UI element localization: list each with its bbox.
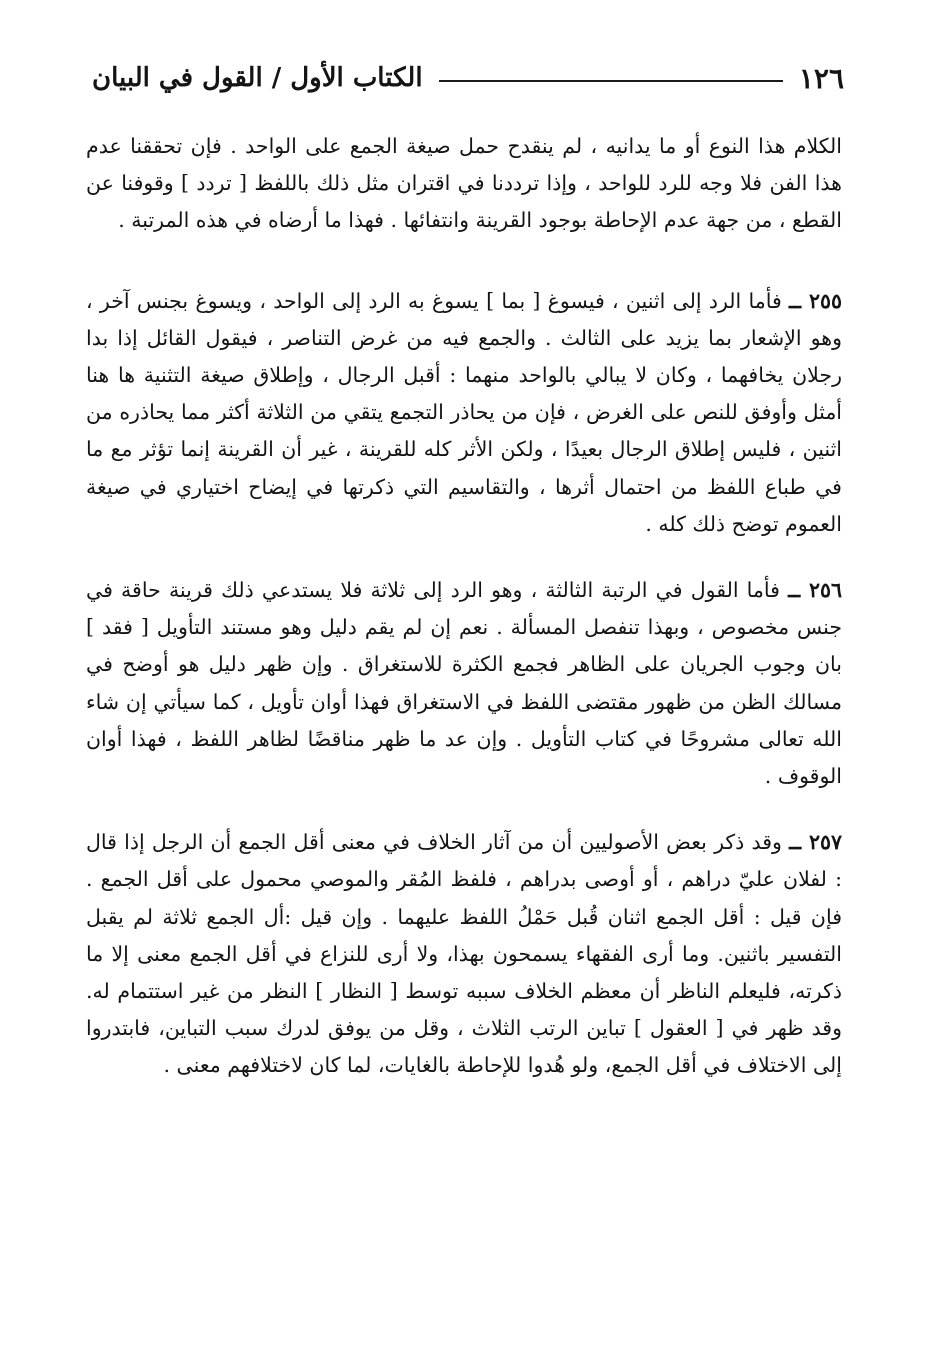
paragraph-continuation <box>86 128 842 240</box>
paragraph-text: وقد ذكر بعض الأصوليين أن من آثار الخلاف في معنى أقل الجمع أن الرجل إذا قال : لفلان عليّ دراهم ، أو أوصى بدراهم ، فلفظ المُقر والموصي محمول على أقل الجمع . فإن قيل : أقل الجمع اثنان قُبل حَمْلُ اللفظ عليهما . وإن قيل :أل الجمع ثلاثة لم يقبل التفسير باثنين. وما أرى الفقهاء يسمحون بهذا، ولا أرى للنزاع في أقل الجمع معنى إلا ما ذكرته، فليعلم الناظر أن معظم الخلاف سببه توسط [ النظار ] النظر من غير استتمام له. وقد ظهر في [ العقول ] تباين الرتب الثلاث ، وقل من يوفق لدرك سبب التباين، فابتدروا إلى الاختلاف في أقل الجمع، ولو هُدوا للإحاطة بالغايات، لما كان لاختلافهم معنى . <box>86 830 842 1078</box>
paragraph-255 <box>86 283 842 543</box>
page-number: ١٢٦ <box>798 61 844 95</box>
running-title: الكتاب الأول / القول في البيان <box>92 63 423 93</box>
paragraph-256 <box>86 572 842 795</box>
page-header <box>92 56 844 100</box>
paragraph-text: فأما القول في الرتبة الثالثة ، وهو الرد إلى ثلاثة فلا يستدعي ذلك قرينة حاقة في جنس مخصوص ، وبهذا تنفصل المسألة . نعم إن لم يقم دليل وهو مستند التأويل [ فقد ] بان وجوب الجريان على الظاهر فجمع الكثرة للاستغراق . وإن ظهر دليل هو أوضح في مسالك الظن من ظهور مقتضى اللفظ في الاستغراق فهذا أوان تأويل ، كما سيأتي إن شاء الله تعالى مشروحًا في كتاب التأويل . وإن عد ما ظهر مناقضًا لظاهر اللفظ ، فهذا أوان الوقوف . <box>86 578 842 789</box>
paragraph-text: فأما الرد إلى اثنين ، فيسوغ [ بما ] يسوغ به الرد إلى الواحد ، ويسوغ بجنس آخر ، وهو الإشعار بما يزيد على الثالث . والجمع فيه من غرض التناصر ، فيقول القائل إذا بدا رجلان يخافهما ، وكان لا يبالي بالواحد منهما : أقبل الرجال ، وإطلاق صيغة التثنية ها هنا أمثل وأوفق للنص على الغرض ، فإن من يحاذر التجمع يتقي من الثلاثة أكثر مما يحاذره من اثنين ، فليس إطلاق الرجال بعيدًا ، ولكن الأثر كله للقرينة ، غير أن القرينة إنما تؤثر مع ما في طباع اللفظ من احتمال أثرها ، والتقاسيم التي ذكرتها في إيضاح اختياري في صيغة العموم توضح ذلك كله . <box>86 288 842 536</box>
body-text <box>86 128 842 1125</box>
paragraph-number: ٢٥٦ ــ <box>788 578 842 603</box>
paragraph-text: الكلام هذا النوع أو ما يدانيه ، لم ينقدح حمل صيغة الجمع على الواحد . فإن تحققنا عدم هذا الفن فلا وجه للرد للواحد ، وإذا ترددنا في اقتران مثل ذلك باللفظ [ تردد ] وقوفنا عن القطع ، من جهة عدم الإحاطة بوجود القرينة وانتفائها . فهذا ما أرضاه في هذه المرتبة . <box>86 134 842 233</box>
header-rule <box>439 80 783 82</box>
paragraph-number: ٢٥٧ ــ <box>789 830 842 855</box>
paragraph-257 <box>86 824 842 1084</box>
paragraph-number: ٢٥٥ ــ <box>789 288 842 313</box>
